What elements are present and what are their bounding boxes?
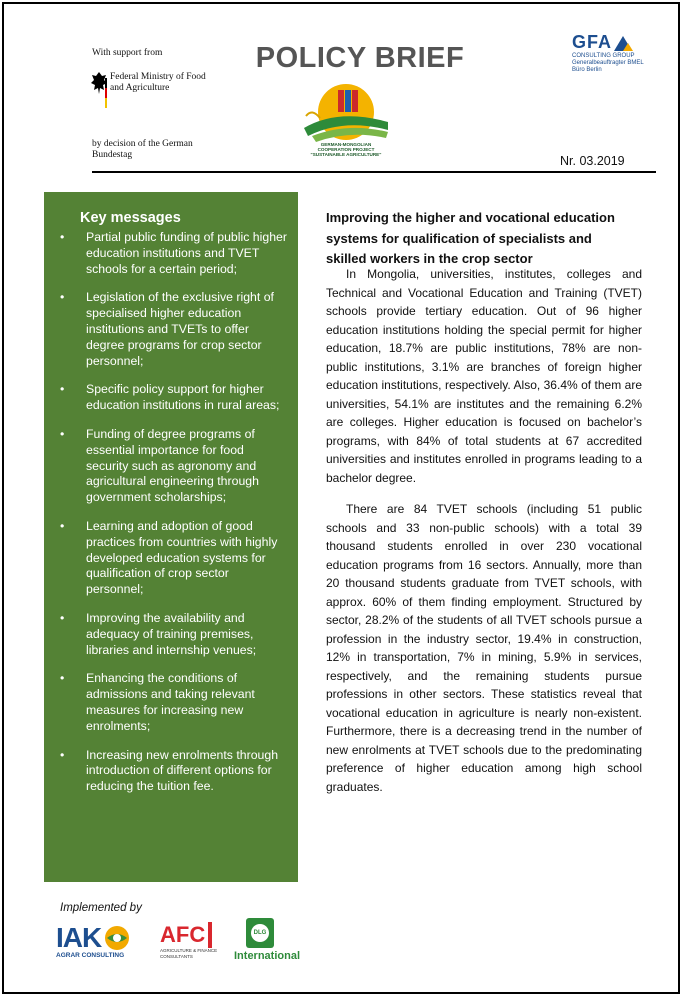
bundestag-decision: by decision of the German Bundestag	[92, 139, 193, 160]
key-message-item: • Specific policy support for higher education institutions in rural areas;	[60, 382, 280, 413]
article-paragraph: There are 84 TVET schools (including 51 public schools and 33 non-public schools) with a total 39 thousand students enrolled in over 230 vocational education programs from 16 sectors. Annually, more than 20 thousand students graduate from TVET schools, with approx. 60% of them finding employment. Structured by sector, 28.2% of the students of all TVET schools pursue a profession in the industry sector, 19.4% in construction, 12% in transportation, 7% in mining, 5.9% in services, respectively, and the remaining students pursue professions in other sectors. These statistics reveal that vocational education in agriculture is nearly non-existent. Furthermore, there is a decreasing trend in the number of new enrolments at TVET schools due to the predominating preference of higher education among high school graduates.	[326, 502, 642, 794]
key-messages-list	[58, 230, 288, 795]
iak-name: IAK	[56, 922, 102, 953]
brief-number: Nr. 03.2019	[560, 154, 625, 168]
key-messages-title: Key messages	[80, 210, 181, 226]
dlg-logo	[234, 918, 300, 962]
bullet-icon: •	[60, 382, 65, 397]
key-messages-box	[44, 192, 298, 882]
key-message-item: • Partial public funding of public higher education institutions and TVET schools for a certain period;	[60, 230, 287, 276]
bullet-icon: •	[60, 610, 65, 625]
gfa-logo	[572, 32, 656, 74]
gfa-triangle-icon	[612, 34, 634, 52]
key-message-item: • Improving the availability and adequacy of training premises, libraries and internship venues;	[60, 610, 257, 657]
page-title: POLICY BRIEF	[255, 42, 465, 74]
key-message-item: • Enhancing the conditions of admissions and taking relevant measures for increasing new enrolments;	[60, 671, 255, 733]
bmel-logo	[90, 70, 108, 115]
header-divider	[92, 171, 656, 173]
svg-text:"SUSTAINABLE AGRICULTURE": "SUSTAINABLE AGRICULTURE"	[310, 152, 382, 156]
iak-subtitle: AGRAR CONSULTING	[56, 952, 125, 959]
article-body	[326, 265, 642, 809]
gfa-subtitle: CONSULTING GROUP Generalbeauftragter BMEL Büro Berlin	[572, 53, 644, 73]
article-paragraph: In Mongolia, universities, institutes, colleges and Technical and Vocational Education and Training (TVET) schools provide tertiary education. Out of 96 higher education institutions holding the special permit for higher education, 18.7% are public institutions, 78% are non-public institutions, 3.1% are branches of foreign higher education institutions, respectively. Also, 36.4% of them are universities, 54.1% are institutes and the remaining 6.2% are colleges. Higher education is focused on bachelor’s programs, with 84% of total students at 67 accredited universities and institutes enrolled in programs leading to a bachelor degree.	[326, 267, 642, 485]
globe-icon	[103, 924, 131, 952]
article-heading: Improving the higher and vocational education systems for qualification of specialists and skilled workers in the crop sector	[326, 210, 615, 266]
iak-logo	[56, 922, 131, 959]
ministry-name: Federal Ministry of Food and Agriculture	[110, 72, 206, 93]
bullet-icon: •	[60, 747, 65, 762]
dlg-subtitle: International	[234, 950, 301, 962]
key-message-item: • Funding of degree programs of essential importance for food security such as agronomy and agricultural engineering through government scholarships;	[60, 426, 259, 505]
bullet-icon: •	[60, 518, 65, 533]
afc-name: AFC	[160, 922, 206, 947]
bullet-icon: •	[60, 426, 65, 441]
bullet-icon: •	[60, 671, 65, 686]
key-message-item: • Learning and adoption of good practices from countries with highly developed education systems for qualification of crop sector personnel;	[60, 518, 278, 597]
eagle-icon	[90, 70, 108, 110]
svg-text:COOPERATION PROJECT: COOPERATION PROJECT	[317, 147, 375, 152]
project-logo	[298, 78, 394, 161]
afc-logo	[160, 922, 230, 959]
afc-subtitle: AGRICULTURE & FINANCE CONSULTANTS	[160, 948, 218, 959]
key-message-item: • Increasing new enrolments through introduction of different options for reducing the tuition fee.	[60, 747, 279, 794]
key-message-item: • Legislation of the exclusive right of specialised higher education institutions and TVETs to offer degree programs for crop sector personnel;	[60, 290, 274, 368]
bullet-icon: •	[60, 290, 65, 305]
implemented-by-label: Implemented by	[60, 902, 142, 914]
dlg-badge	[246, 918, 274, 948]
dlg-name: DLG	[253, 930, 267, 936]
svg-text:GERMAN-MONGOLIAN: GERMAN-MONGOLIAN	[320, 142, 372, 147]
afc-bar-icon	[208, 922, 212, 948]
bullet-icon: •	[60, 230, 65, 244]
gfa-name: GFA	[572, 32, 613, 52]
support-text: With support from	[92, 48, 163, 58]
